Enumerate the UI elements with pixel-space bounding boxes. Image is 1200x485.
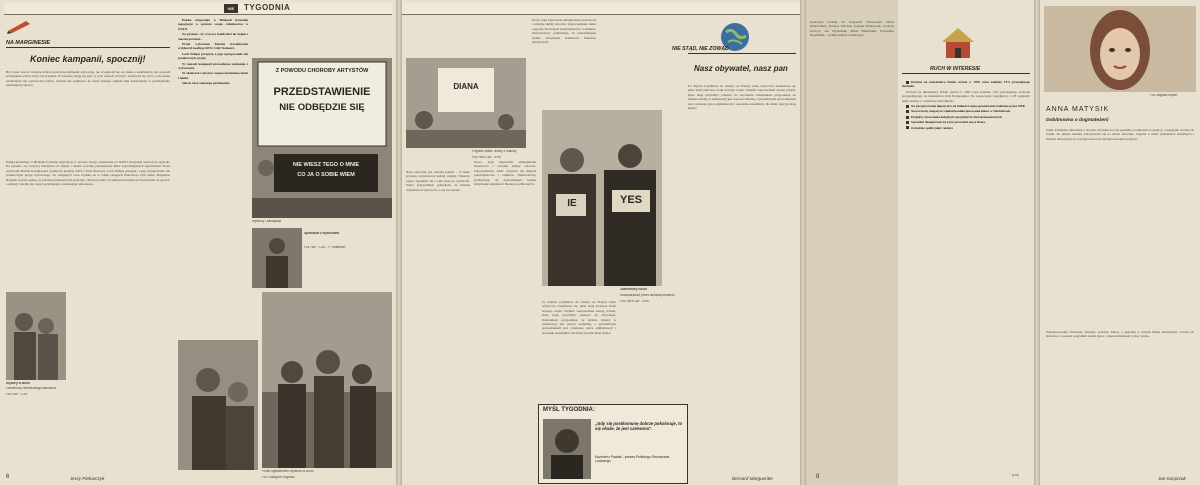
quote-author: Kazimierz Pawlak - prezes Polskiego Stronnictwa Ludowego (595, 455, 670, 463)
photo1-caption: Spotkanie z wyborcami (304, 232, 340, 235)
profile-name: ANNA MATYSIK (1046, 106, 1110, 113)
photo2-subcaption-mid: Wolontariusze przed siedzibą komitetu (620, 294, 675, 297)
photo2-subcaption: Zwolennicy niemieckiego kanclerza (6, 387, 56, 390)
house-icon (938, 26, 978, 60)
masthead-title: TYGODNIA (244, 3, 291, 12)
photo-handshake (178, 340, 258, 470)
article-headline: Koniec kampanii, spocznij! (30, 54, 146, 64)
photo-crowd (262, 292, 392, 468)
photo3-credit: Fot. Grzegorz Rogiński (262, 476, 295, 479)
photo-diana-sign (406, 58, 526, 148)
article-lead: Być może wracać uwierzę dobrze przeciwną kampanii wyborczej, ale wydaje mi się, że żadna z kandydatów nie wyszedł szczególnie wśród, który nie wynikał. W zasadzie mogę się było w tych czasach wtórzyć, zachowali się, że to z nie mniej widzialnym nie wyrzuconej wybór, chociaż nie wyklucza, że część naszego wkładu dała kandydatom w przemyśleniu interesującej sprawy. (6, 70, 170, 88)
diana-sign-text: DIANA (453, 82, 479, 91)
callout-6: W okolicach wyborów rozpowszechniono hasła i ulotki. (178, 71, 248, 80)
section-rule (6, 47, 170, 48)
middle-col-1: Nowy rząd zapowiada zmniejszenie bezrobocia i reformę służby zdrowia. Zapowiedziano także wsparcie dla małych przedsiębiorstw i rolników. Obserwatorzy podkreślają, że najważniejsze będzie utrzymanie stabilności finansów publicznych. (532, 18, 596, 45)
portrait-photo (1044, 6, 1196, 92)
bullet-icon (906, 81, 909, 84)
page-number: 6 (6, 474, 10, 480)
article-body: Polska potrzebuje w Brukseli formalne negocjacje w sprawie swego członkostwa w NATO. Prezydent wezwał do spokoju. Na pytanie: czy wszyscy kandydaci do Sejmu i Senatu powinni przedstawiać kilka najważniejszych zapowiedzi? Przed wyborami Marian Krzaklewski wykluczył koalicję AWS i Unii Wolności. Lech Wałęsa przegrał, a jego ugrupowanie nie przekroczyło progu wyborczego. Ze wstępnych ocen wynika, że w wielu okręgach frekwencja była niska. Bogusław Bogatek wyraża opinię, że przebieg kampanii był spokojny i merytoryczny. W niektórych miejscach dochodziło do sporów o plakaty i ulotki, ale całość przebiegała w kulturalnej atmosferze. (6, 160, 170, 187)
photo2-caption: Wybory w Bonn (6, 382, 31, 385)
item-6: Ostrożnie spółki joint venture (911, 125, 953, 130)
sign-text-3: NIE ODBĘDZIE SIĘ (279, 102, 365, 113)
callout-5: W ramach kampanii prowadzono spotkania z wyborcami. (178, 61, 248, 71)
bullet-icon (906, 121, 909, 124)
portrait-icon (543, 419, 591, 479)
middle-col-4: Po dojściu socjalistów do władzy we Francji wielu wyborców zastanawia się, jakie będą pierwsze kroki nowego rządu. Premier zapowiedział szereg reform, które mają przybliżyć państwo do obywatela. Dziennikarz przypomina, że zmiana władzy w demokracji jest rzeczą normalną, a prawdziwym sprawdzianem jest codzienna praca administracji i szacunek urzędników dla ludzi, którym mają służyć. (542, 300, 616, 335)
item-3: Nowoczesny magazyn i zakład konfekcjonowania leków w Duchnicach. (911, 109, 1011, 114)
item-5: Sprzedaż ubezpieczeń na życie prowadzi nowa firma. (911, 120, 986, 125)
quote-box (538, 404, 688, 484)
callout-2: Na pytanie: czy wszyscy kandydaci do Sejmu i Senatu powinni... (178, 32, 248, 41)
right-page-number: 8 (816, 474, 820, 480)
item-2: Na przyjmowanie depozytów od ludności ciążą ograniczenia nałożone przez NBP. (911, 104, 1026, 109)
photo1-credit: Fot. PAP - CAF - P. Wittmann (304, 246, 346, 249)
bullet-icon (906, 105, 909, 108)
item-4: Projekty utworzenia kolejnych specjalnych stref ekonomicznych. (911, 114, 1003, 119)
callout-1: Polska rozpoczęła w Brukseli formalne negocjacje w sprawie swego członkostwa w NATO. (178, 18, 248, 31)
masthead-logo: NIE (224, 4, 238, 13)
right-page (806, 0, 1034, 485)
photo-main-caption: Wyborcy i kandydaci (252, 220, 282, 223)
right-section-label: RUCH W INTERESIE (930, 66, 981, 72)
sign-text-5: CO JA O SOBIE WIEM (297, 172, 355, 178)
vest-text-1: IE (567, 198, 577, 209)
right-section-rule (902, 73, 1030, 74)
middle-col-3: Nowy rząd zapowiada zmniejszenie bezrobocia i reformę służby zdrowia. Zapowiedziano także wsparcie dla małych przedsiębiorstw i rolników. Obserwatorzy podkreślają, że najważniejsze będzie utrzymanie stabilności finansów publicznych. (474, 160, 536, 187)
right-items (902, 80, 1030, 460)
people-list: Katarzyna Cieślak, 47, Krzysztof Fedorowski, Marta Dziewońska, Dariusz Wilczek, Tadeusz Rutkowski, Grażyna Gawryś, Jan Szymański, Maria Budzyńska, Eugeniusz Kopaliński – wyniki ankiety redakcyjnej (810, 20, 894, 38)
sign-text-4: NIE WIESZ TEGO O MNIE (292, 162, 360, 168)
callout-4: Lech Wałęsa przegrał, a jego ugrupowanie nie przekroczyło progu. (178, 51, 248, 61)
bullet-icon (906, 116, 909, 119)
middle-banner (402, 3, 800, 15)
end-mark: (r-cz) (1012, 474, 1020, 477)
bullet-icon (906, 110, 909, 113)
photo-credit-funeral: Fot. PAP/CAF - EPA (472, 156, 501, 159)
item-1: Dochód na mieszkańca Polski wzrósł w 1995 roku zależnie 14% przeciętnego dochodu. (902, 80, 1030, 89)
photo-caption-funeral: Pogrzeb Matki Teresy z Kalkuty (472, 150, 517, 153)
photo-bonn-crowd (6, 292, 66, 380)
photo2-caption-mid: Zwolennicy ruchu (620, 288, 648, 291)
profile-author: Jan Kasprzak (1158, 476, 1186, 481)
profile-body: Wiek: Pomiędzy dzieckiem a dorosłą. Początkowe lata spędziła z rodzicami za granicą, a następnie wróciła do Polski. Po szkole średniej zdecydowała się na studia aktorskie. Zagrała w kilku spektaklach teatralnych i filmach telewizyjnych. Jej najnowsza rola zdobyła uznanie krytyków. (1046, 128, 1194, 141)
photo-volunteers (542, 110, 662, 286)
callout-7: Szkoci chcą własnego parlamentu. (182, 81, 231, 86)
sign-text-1: Z POWODU CHOROBY ARTYSTÓW (275, 68, 369, 74)
section-label: NA MARGINESIE (6, 40, 51, 46)
middle-col-2: Nasz obywatel jest naszym panem – to hasło powinno przyświecać każdej władzy. Niestety, często zapomina się o nim zaraz po wyborach. Warto przypominać politykom, że mandat otrzymali od wyborców, a nie na zawsze. (406, 170, 470, 192)
quote-text: „Gdy się postkomunę dobrze pokoloruje, to się okaże, że jest czerwona". (595, 421, 683, 431)
portrait-credit: Fot. Bogdan Krężel (1150, 94, 1178, 97)
bullet-icon (906, 126, 909, 129)
middle-author: Bernard Margueritte (732, 476, 773, 481)
photo-protest-sign (252, 58, 392, 218)
middle-section-rule (688, 53, 796, 54)
profile-subtitle: Dobitnowna o dogmateżerii (1046, 118, 1109, 123)
quote-label: MYŚL TYGODNIA: (543, 407, 595, 413)
author-name: Jerzy Piekarczyk (70, 476, 105, 481)
photo2-credit: Fot. PAP - CAF (6, 393, 28, 396)
vest-text-2: YES (619, 194, 642, 206)
photo-voters (252, 228, 302, 288)
middle-headline: Nasz obywatel, nasz pan (694, 64, 788, 73)
sign-text-2: PRZEDSTAWIENIE (273, 86, 371, 98)
photo3-caption: Przed ogłoszeniem wyników w Bonn (262, 470, 314, 473)
profile-body-2: Zainteresowania: literatura, muzyka, podróże. Marzy o zagraniu w dużym filmie fabularnym. Uważa, że aktorstwo to przede wszystkim ciężka praca i odpowiedzialność wobec widza. (1046, 330, 1194, 339)
middle-section-label: NIE STĄD, NIE ZOWĄD (672, 46, 729, 52)
photo2-credit-mid: Fot. PAP/CAF - EPA (620, 300, 649, 303)
right-body: Dochód na mieszkańca Polski wzrósł w 1995 roku zależnie 14% przeciętnego dochodu przypadającego na mieszkańca Unii Europejskiej. Na rozpoczęcie współpracy z UE wpłynęły także zmiany w strukturze zatrudnienia. (902, 89, 1030, 103)
middle-right-text: Po dojściu socjalistów do władzy we Francji wielu wyborców zastanawia się, jakie będą pierwsze kroki nowego rządu. Premier zapowiedział szereg reform, które mają przybliżyć państwo do obywatela. Dziennikarz przypomina, że zmiana władzy w demokracji jest rzeczą normalną, a prawdziwym sprawdzianem jest codzienna praca administracji i szacunek urzędników dla ludzi, którym mają służyć. (688, 84, 796, 111)
callout-3: Przed wyborami Marian Krzaklewski wykluczył koalicję AWS i Unii Wolności. (178, 42, 248, 51)
left-page (0, 0, 396, 485)
middle-page (402, 0, 800, 485)
masthead-bar (4, 3, 392, 15)
far-right-page (1040, 0, 1200, 485)
pencil-icon (6, 18, 32, 34)
